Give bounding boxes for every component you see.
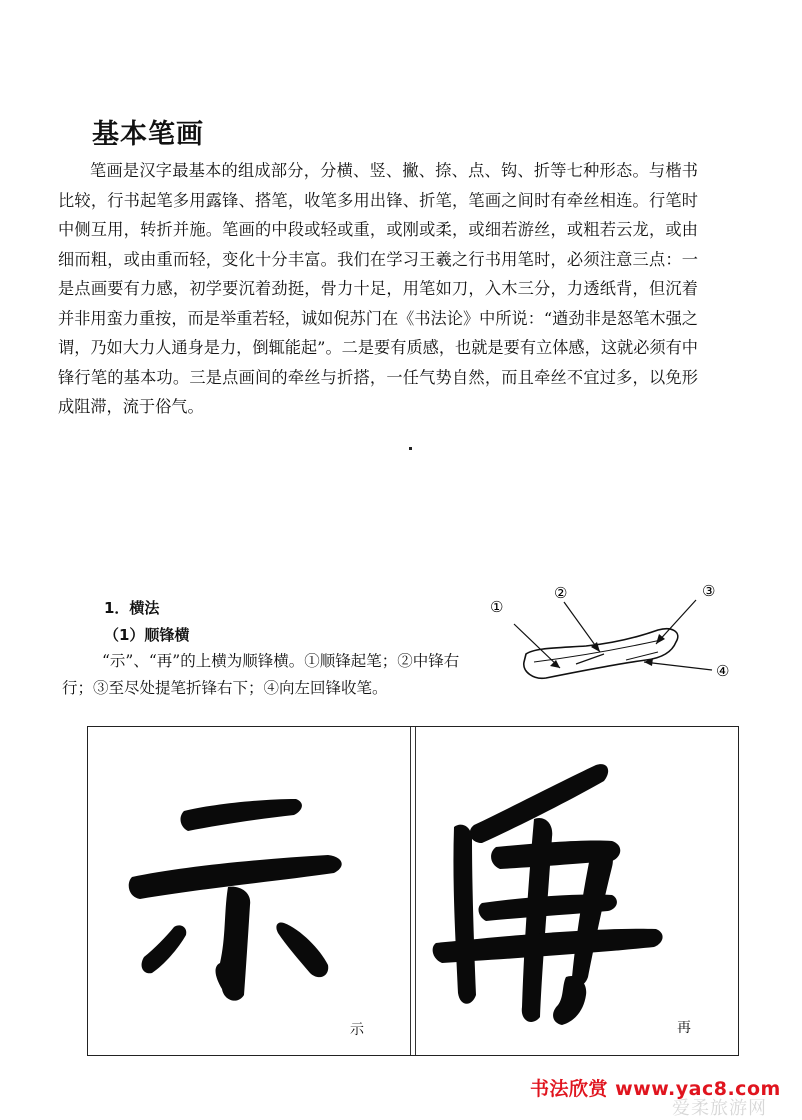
example-panel-shi xyxy=(88,727,411,1055)
marker-2: ② xyxy=(554,584,568,602)
example-panel-zai xyxy=(415,727,738,1055)
intro-paragraph: 笔画是汉字最基本的组成部分，分横、竖、撇、捺、点、钩、折等七种形态。与楷书比较，行书起笔多用露锋、搭笔，收笔多用出锋、折笔，笔画之间时有牵丝相连。行笔时中侧互用，转折并施。笔画的中段或轻或重，或刚或柔，或细若游丝，或粗若云龙，或由细而粗，或由重而轻，变化十分丰富。我们在学习王羲之行书用笔时，必须注意三点：一是点画要有力感，初学要沉着劲挺，骨力十足，用笔如刀，入木三分，力透纸背，但沉着并非用蛮力重按，而是举重若轻，诚如倪苏门在《书法论》中所说：“遒劲非是怒笔木强之谓，乃如大力人通身是力，倒辄能起”。二是要有质感，也就是要有立体感，这就必须有中锋行笔的基本功。三是点画间的牵丝与折搭，一任气势自然，而且牵丝不宜过多，以免形成阻滞，流于俗气。 xyxy=(58,161,698,416)
example-label-zai: 再 xyxy=(677,1020,691,1036)
stroke-shape xyxy=(524,629,678,679)
stroke-description: “示”、“再”的上横为顺锋横。①顺锋起笔；②中锋右行；③至尽处提笔折锋右下；④向左回锋收笔。 xyxy=(62,652,460,697)
page-title: 基本笔画 xyxy=(92,119,204,150)
stray-dot xyxy=(409,447,412,450)
stroke-diagram xyxy=(476,580,736,690)
calligraphy-zai xyxy=(416,727,738,1055)
example-frame xyxy=(87,726,739,1056)
marker-4: ④ xyxy=(716,662,730,680)
faint-watermark: 爱柔旅游网 xyxy=(672,1098,767,1119)
marker-1: ① xyxy=(490,598,504,616)
calligraphy-shi xyxy=(88,727,410,1055)
marker-3: ③ xyxy=(702,582,716,600)
example-label-shi: 示 xyxy=(350,1022,364,1038)
site-watermark: 书法欣赏 www.yac8.com xyxy=(530,1078,781,1100)
subsection-title: （1）顺锋横 xyxy=(104,626,190,644)
section-title: 1．横法 xyxy=(104,599,160,617)
